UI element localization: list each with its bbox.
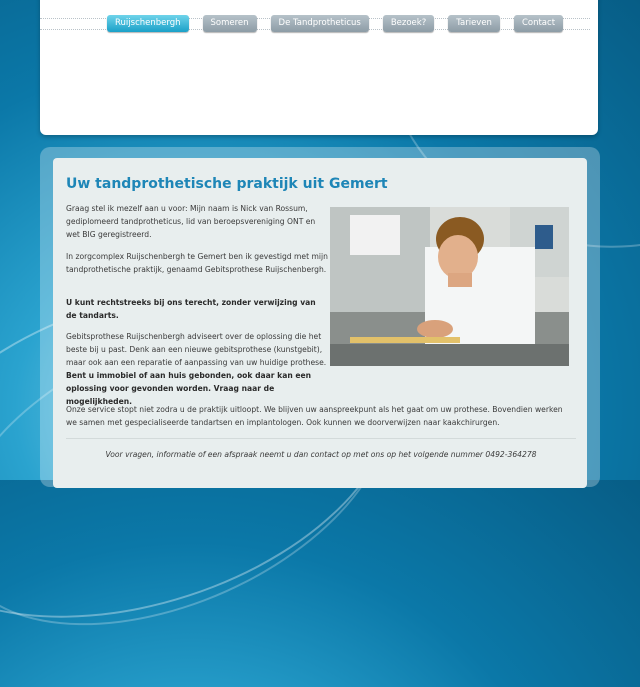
nav-item-contact[interactable]: Contact bbox=[514, 15, 563, 32]
dental-technician-photo bbox=[330, 207, 569, 366]
nav-item-someren[interactable]: Someren bbox=[203, 15, 257, 32]
page-title: Uw tandprothetische praktijk uit Gemert bbox=[66, 176, 388, 192]
nav-item-bezoek[interactable]: Bezoek? bbox=[383, 15, 434, 32]
nav-item-de-tandprotheticus[interactable]: De Tandprotheticus bbox=[271, 15, 369, 32]
contact-note: Voor vragen, informatie of een afspraak neemt u dan contact op met ons op het volgende nummer 0492-364278 bbox=[105, 450, 537, 459]
location-paragraph: In zorgcomplex Ruijschenbergh te Gemert ben ik gevestigd met mijn tandprothetische praktijk, genaamd Gebitsprothese Ruijschenbergh. bbox=[66, 252, 328, 274]
intro-paragraph: Graag stel ik mezelf aan u voor: Mijn naam is Nick van Rossum, gediplomeerd tandprotheticus, lid van beroepsvereniging ONT en wet BIG geregistreerd. bbox=[66, 204, 316, 239]
nav-item-ruijschenbergh[interactable]: Ruijschenbergh bbox=[107, 15, 189, 32]
direct-access-paragraph bbox=[66, 296, 328, 322]
divider bbox=[66, 438, 576, 439]
direct-access-text: U kunt rechtstreeks bij ons terecht, zonder verwijzing van de tandarts. bbox=[66, 298, 316, 320]
nav-item-tarieven[interactable]: Tarieven bbox=[448, 15, 500, 32]
advice-paragraph bbox=[66, 330, 328, 408]
advice-text: Gebitsprothese Ruijschenbergh adviseert over de oplossing die het beste bij u past. Denk aan een nieuwe gebitsprothese (kunstgebit), maar ook aan een reparatie of aanpassing van uw huidige prothese. bbox=[66, 332, 327, 367]
main-nav bbox=[107, 15, 563, 32]
advice-bold-text: Bent u immobiel of aan huis gebonden, ook daar kan een oplossing voor gevonden worden. Vraag naar de mogelijkheden. bbox=[66, 371, 312, 406]
service-paragraph: Onze service stopt niet zodra u de praktijk uitloopt. We blijven uw aanspreekpunt als het gaat om uw prothese. Bovendien werken we samen met gespecialiseerde tandartsen en implantologen. Ook kunnen we doorverwijzen naar kaakchirurgen. bbox=[66, 405, 563, 427]
